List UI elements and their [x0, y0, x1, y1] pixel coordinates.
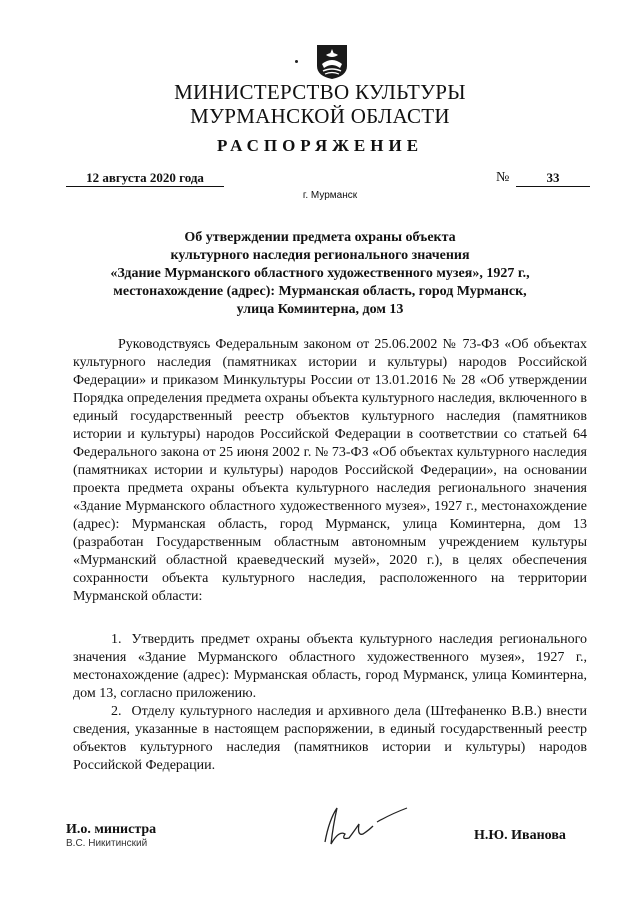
order-item-1 — [73, 631, 587, 703]
document-heading — [80, 229, 560, 319]
document-date: 12 августа 2020 года — [66, 170, 224, 187]
item-text: Утвердить предмет охраны объекта культурного наследия регионального значения «Здание Мурманского областного художественного музея», 1927 г., местонахождение (адрес): Мурманская область, город Мурманск, улица Коминтерна, дом 13, согласно приложению. — [73, 632, 587, 701]
heading-line: культурного наследия регионального значения — [170, 248, 470, 263]
item-number: 1. — [111, 632, 122, 647]
number-sign: № — [496, 170, 510, 185]
order-item-2 — [73, 703, 587, 775]
heading-line: Об утверждении предмета охраны объекта — [184, 230, 456, 245]
item-text: Отделу культурного наследия и архивного дела (Штефаненко В.В.) внести сведения, указанные в настоящем распоряжении, в единый государственный реестр объектов культурного наследия (памятников истории и культуры) народов Российской Федерации. — [73, 704, 587, 773]
item-number: 2. — [111, 704, 122, 719]
ministry-name-line1: МИНИСТЕРСТВО КУЛЬТУРЫ — [174, 80, 466, 104]
ministry-name-line2: МУРМАНСКОЙ ОБЛАСТИ — [190, 104, 450, 128]
handwritten-signature — [315, 800, 415, 850]
document-number: 33 — [516, 170, 590, 187]
preamble-paragraph: Руководствуясь Федеральным законом от 25.06.2002 № 73-ФЗ «Об объектах культурного наследия (памятниках истории и культуры) народов Российской Федерации» и приказом Минкультуры России от 13.01.2016 № 28 «Об утверждении Порядка определения предмета охраны объекта культурного наследия, включенного в единый государственный реестр объектов культурного наследия (памятников истории и культуры) народов Российской Федерации в соответствии со статьей 64 Федерального закона от 25 июня 2002 г. № 73-ФЗ «Об объектах культурного наследия (памятниках истории и культуры) народов Российской Федерации», на основании проекта предмета охраны объекта культурного наследия регионального значения «Здание Мурманского областного художественного музея», 1927 г., местонахождение (адрес): Мурманская область, город Мурманск, улица Коминтерна, дом 13 (разработан Государственным областным автономным учреждением культуры «Мурманский областной краеведческий музей», 2020 г.), в целях обеспечения сохранности объекта культурного наследия, расположенного на территории Мурманской области: — [73, 337, 587, 604]
document-city: г. Мурманск — [302, 190, 358, 201]
signatory-name: Н.Ю. Иванова — [474, 828, 566, 843]
signatory-role: И.о. министра — [66, 822, 157, 837]
murmansk-coat-of-arms-icon — [316, 44, 348, 80]
heading-line: улица Коминтерна, дом 13 — [236, 302, 404, 317]
scan-dot — [295, 60, 298, 63]
heading-line: местонахождение (адрес): Мурманская область, город Мурманск, — [113, 284, 527, 299]
heading-line: «Здание Мурманского областного художественного музея», 1927 г., — [110, 266, 530, 281]
executor-name: В.С. Никитинский — [66, 838, 148, 849]
document-type: РАСПОРЯЖЕНИЕ — [216, 136, 424, 155]
